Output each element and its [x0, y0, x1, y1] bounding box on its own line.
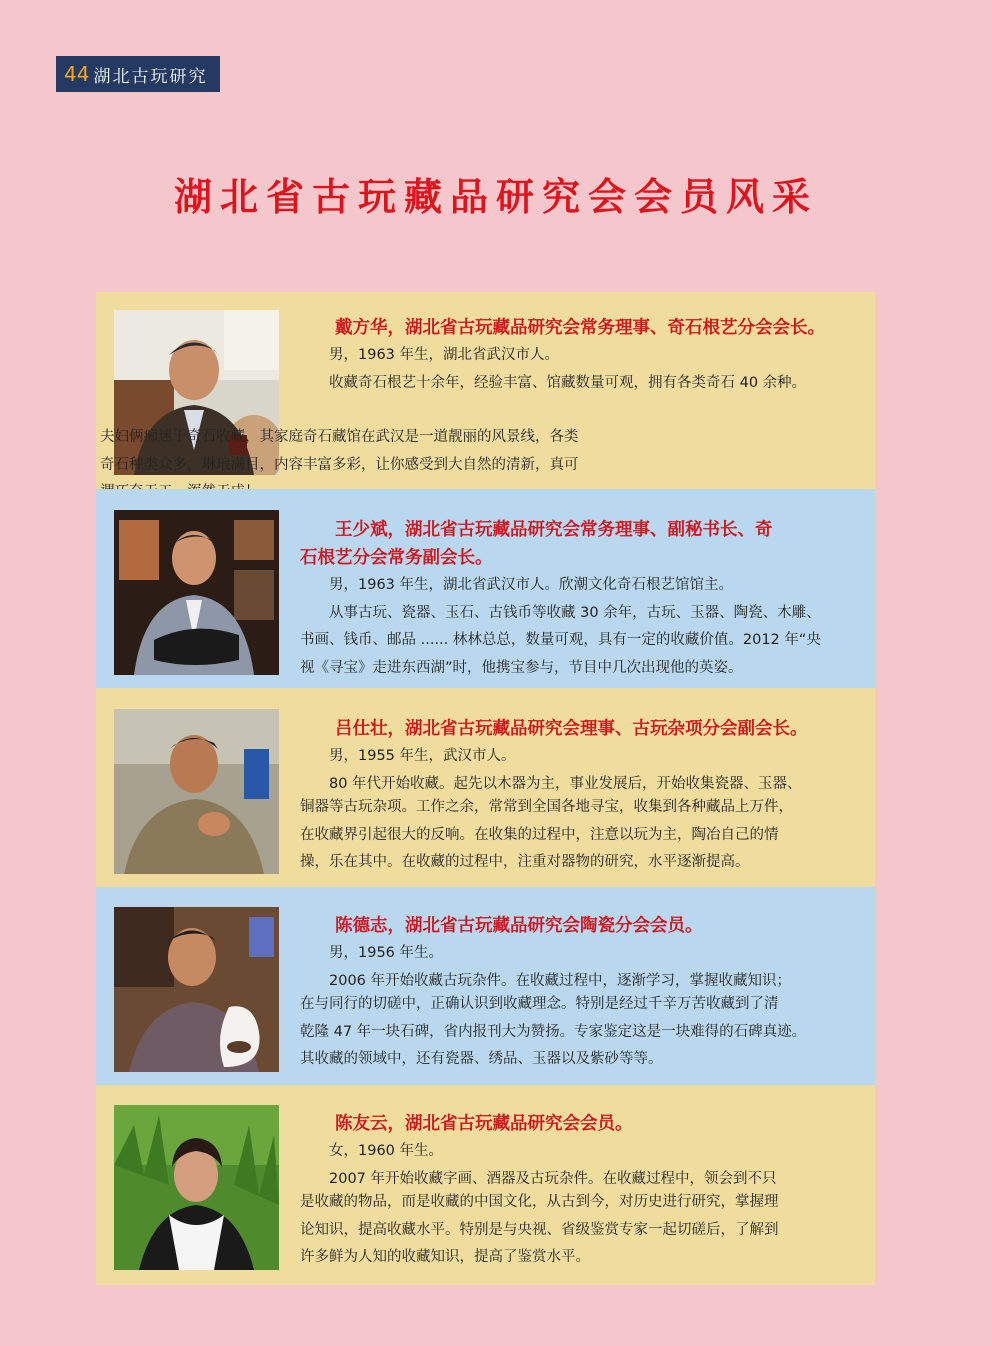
member-name-3: 吕仕壮，湖北省古玩藏品研究会理事、古玩杂项分会副会长。: [335, 719, 808, 739]
member-name-2a: 王少斌，湖北省古玩藏品研究会常务理事、副秘书长、奇: [335, 520, 773, 540]
bio-line: 在与同行的切磋中，正确认识到收藏理念。特别是经过千辛万苦收藏到了清: [300, 996, 779, 1012]
bio-line: 在收藏界引起很大的反响。在收集的过程中，注意以玩为主，陶冶自己的情: [300, 826, 779, 843]
bio-line: 80 年代开始收藏。起先以木器为主，事业发展后，开始收集瓷器、玉器、: [329, 775, 802, 792]
bio-line: 操，乐在其中。在收藏的过程中，注重对器物的研究，水平逐渐提高。: [300, 854, 750, 870]
member-name-5: 陈友云，湖北省古玩藏品研究会会员。: [335, 1114, 633, 1134]
bio-line: 2006 年开始收藏古玩杂件。在收藏过程中，逐渐学习，掌握收藏知识；: [329, 972, 792, 989]
page-title: 湖北省古玩藏品研究会会员风采: [173, 174, 818, 219]
member-photo-4: [114, 907, 279, 1072]
member-name-2b: 石根艺分会常务副会长。: [300, 548, 493, 568]
bio-line: 视《寻宝》走进东西湖”时，他携宝参与，节目中几次出现他的英姿。: [300, 659, 743, 676]
member-photo-5: [114, 1105, 279, 1270]
page-header-tab: [56, 56, 220, 92]
member-photo-3: [114, 709, 279, 874]
member-meta-5: 女，1960 年生。: [329, 1143, 444, 1159]
member-bio-2: [300, 600, 855, 628]
bio-line: 书画、钱币、邮品 ...... 林林总总，数量可观，具有一定的收藏价值。2012 年“央: [300, 632, 821, 648]
page-number: 44: [64, 62, 90, 86]
member-bio-1: [300, 370, 855, 398]
member-card-4: [96, 887, 875, 1085]
member-meta-4: 男，1956 年生。: [329, 945, 444, 961]
member-meta-3: 男，1955 年生，武汉市人。: [329, 748, 516, 764]
member-name-4: 陈德志，湖北省古玩藏品研究会陶瓷分会会员。: [335, 916, 703, 936]
member-card-1: [96, 292, 875, 489]
bio-line: 许多鲜为人知的收藏知识，提高了鉴赏水平。: [300, 1249, 590, 1265]
bio-line: 论知识，提高收藏水平。特别是与央视、省级鉴赏专家一起切磋后，了解到: [300, 1221, 779, 1238]
member-card-2: [96, 489, 875, 688]
member-meta-1: 男，1963 年生，湖北省武汉市人。: [329, 347, 560, 363]
bio-line: 铜器等古玩杂项。工作之余，常常到全国各地寻宝，收集到各种藏品上万件，: [300, 799, 793, 815]
bio-line: 2007 年开始收藏字画、酒器及古玩杂件。在收藏过程中，领会到不只: [329, 1170, 777, 1187]
bio-line: 其收藏的领域中，还有瓷器、绣品、玉器以及紫砂等等。: [300, 1051, 663, 1067]
bio-line: 是收藏的物品，而是收藏的中国文化，从古到今，对历史进行研究，掌握理: [300, 1194, 779, 1210]
bio-line: 从事古玩、瓷器、玉石、古钱币等收藏 30 余年，古玩、玉器、陶瓷、木雕、: [329, 604, 821, 621]
bio-line: 收藏奇石根艺十余年，经验丰富、馆藏数量可观，拥有各类奇石 40 余种。: [329, 374, 807, 391]
section-title: 湖北古玩研究: [93, 66, 208, 87]
member-name-1: 戴方华，湖北省古玩藏品研究会常务理事、奇石根艺分会会长。: [335, 318, 825, 338]
member-photo-2: [114, 510, 279, 675]
member-card-3: [96, 688, 875, 887]
bio-line: 夫妇俩痴迷于奇石收藏，其家庭奇石藏馆在武汉是一道靓丽的风景线，各类: [100, 429, 579, 445]
bio-line: 乾隆 47 年一块石碑，省内报刊大为赞扬。专家鉴定这是一块难得的石碑真迹。: [300, 1023, 807, 1040]
member-meta-2: 男，1963 年生，湖北省武汉市人。欣潮文化奇石根艺馆馆主。: [329, 577, 734, 593]
member-card-5: [96, 1085, 875, 1285]
bio-line: 奇石种类众多，琳琅满目，内容丰富多彩，让你感受到大自然的清新，真可: [100, 456, 579, 473]
